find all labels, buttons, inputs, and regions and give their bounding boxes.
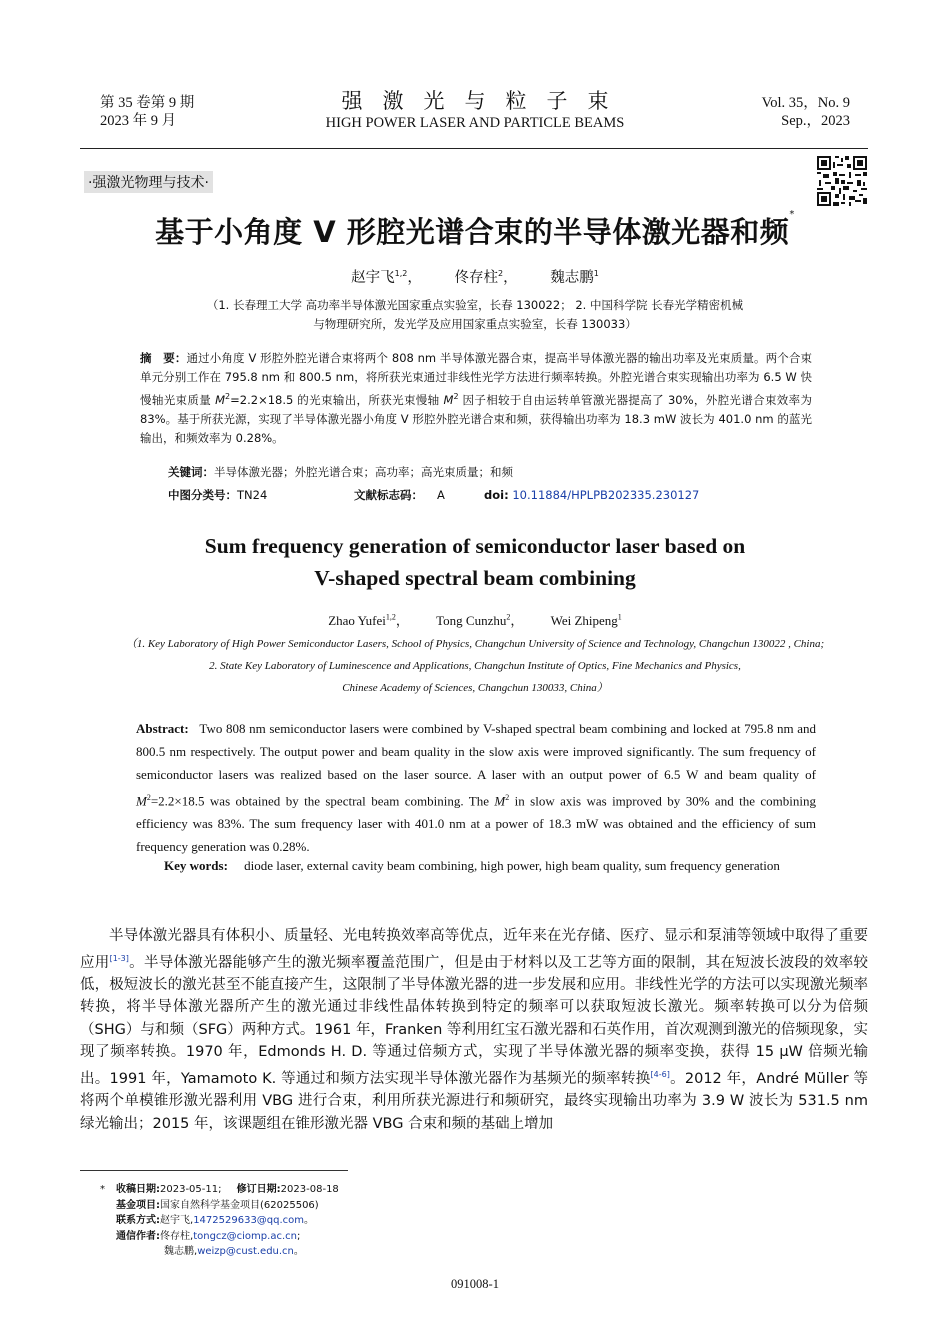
affiliations-cn [120, 296, 830, 334]
column-tag: ·强激光物理与技术· [84, 171, 213, 193]
journal-name-cn: 强激光与粒子束 [341, 89, 629, 113]
title-en-line: V-shaped spectral beam combining [314, 566, 636, 590]
abstract-en: Abstract: Two 808 nm semiconductor lasers were combined by V-shaped spectral beam combining and locked at 795.8 nm and 800.5 nm respectively. The output power and beam quality in the slow axis were improved significantly. The sum frequency of semiconductor lasers was realized based on the laser source. A laser with an output power of 6.5 W and beam quality of $M^2=2.2\times 18.5$ was obtained by the spectral beam combining. The $M^2$ in slow axis was improved by 30% and the combining efficiency was 83%. The sum frequency laser with 401.0 nm at a power of 18.3 mW was obtained and the efficiency of sum frequency generation was 0.28%. [136, 721, 816, 855]
doi-link[interactable]: 10.11884/HPLPB202335.230127 [512, 488, 700, 502]
keywords-cn: 关键词：半导体激光器；外腔光谱合束；高功率；高光束质量；和频 [168, 465, 513, 479]
header-volume-en [762, 94, 850, 130]
affiliation-cn-line: （1. 长春理工大学 高功率半导体激光国家重点实验室，长春 130022； 2. 中国科学院 长春光学精密机械 [206, 298, 744, 312]
affiliations-en [60, 633, 890, 699]
title-cn-text: 基于小角度 V 形腔光谱合束的半导体激光器和频 [155, 215, 790, 249]
affiliation-en-line: 2. State Key Laboratory of Luminescence and Applications, Changchun Institute of Optics, Fine Mechanics and Physics, [209, 660, 741, 672]
citation-ref[interactable]: [4-6] [650, 1069, 670, 1079]
page-number: 091008-1 [451, 1277, 499, 1291]
header-rule [80, 148, 868, 149]
volume-en: Vol. 35，No. 9 [761, 95, 850, 111]
keywords-en: Key words: diode laser, external cavity beam combining, high power, high beam quality, sum frequency generation [164, 858, 780, 873]
email-link[interactable]: 1472529633@qq.com [193, 1215, 305, 1226]
date-cn: 2023 年 9 月 [100, 113, 177, 129]
footnote-contact: 联系方式:赵宇飞,1472529633@qq.com。 [116, 1215, 315, 1226]
abstract-en-label: Abstract: [136, 721, 189, 736]
volume-cn: 第 35 卷第 9 期 [100, 95, 195, 111]
journal-name-en: HIGH POWER LASER AND PARTICLE BEAMS [325, 115, 625, 131]
title-en [0, 530, 950, 594]
keywords-cn-label: 关键词： [168, 465, 214, 479]
affiliation-cn-line: 与物理研究所，发光学及应用国家重点实验室，长春 130033） [313, 317, 637, 331]
author-en: Wei Zhipeng$^1$ [550, 612, 622, 628]
title-footnote-mark: * [789, 209, 795, 221]
author-en: Tong Cunzhu$^2$， [436, 612, 524, 628]
affiliation-en-line: Chinese Academy of Sciences, Changchun 130033, China） [342, 682, 608, 694]
clc: 中图分类号：TN24 [168, 488, 268, 502]
authors-en [0, 610, 950, 629]
author-cn: 佟存柱$^2$， [454, 269, 518, 286]
footnote-corresponding: 通信作者:佟存柱,tongcz@ciomp.ac.cn; [116, 1230, 301, 1242]
footnotes [100, 1182, 339, 1260]
footnote-rule [80, 1170, 348, 1171]
author-cn: 魏志鹏$^1$ [550, 269, 599, 286]
email-link[interactable]: tongcz@ciomp.ac.cn [193, 1230, 297, 1242]
abstract-cn: 摘 要：通过小角度 V 形腔外腔光谱合束将两个 808 nm 半导体激光器合束，提高半导体激光器的输出功率及光束质量。两个合束单元分别工作在 795.8 nm 和 800.5 nm，将所获光束通过非线性光学方法进行频率转换。外腔光谱合束实现输出功率为 6.5 W 快慢轴光束质量 $M^2=2.2\times 18.5$ 的光束输出，所获光束慢轴 $M^2$ 因子相较于自由运转单管激光器提高了 30%，外腔光谱合束效率为 83%。基于所获光源，实现了半导体激光器小角度 V 形腔外腔光谱合束和频，获得输出功率为 18.3 mW 波长为 401.0 nm 的蓝光输出，和频效率为 0.28%。 [140, 351, 813, 445]
footnote-fund: 基金项目:国家自然科学基金项目(62025506) [116, 1199, 319, 1211]
footnote-corresponding-2: 魏志鹏,weizp@cust.edu.cn。 [164, 1246, 304, 1257]
body-paragraph: 半导体激光器具有体积小、质量轻、光电转换效率高等优点，近年来在光存储、医疗、显示和泵浦等领域中取得了重要应用[1-3]。半导体激光器能够产生的激光频率覆盖范围广，但是由于材料以及工艺等方面的限制，其在短波长波段的效率较低，极短波长的激光甚至不能直接产生，这限制了半导体激光器的进一步发展和应用。非线性光学的方法可以实现激光频率转换，将半导体激光器所产生的激光通过非线性晶体转换到特定的频率可以获取短波长激光。频率转换可以分为倍频（SHG）与和频（SFG）两种方式。1961 年，Franken 等利用红宝石激光器和石英作用，首次观测到激光的倍频现象，实现了频率转换。1970 年，Edmonds H. D. 等通过倍频方式，实现了半导体激光器的频率变换，获得 15 μW 倍频光输出。1991 年，Yamamoto K. 等通过和频方法实现半导体激光器作为基频光的频率转换[4-6]。2012 年，André Müller 等将两个单模锥形激光器利用 VBG 进行合束，利用所获光源进行和频研究，最终实现输出功率为 3.9 W 波长为 531.5 nm 绿光输出；2015 年，该课题组在锥形激光器 VBG 合束和频的基础上增加 [80, 928, 869, 1132]
title-en-line: Sum frequency generation of semiconductor laser based on [204, 534, 746, 558]
journal-name [300, 88, 650, 132]
title-cn [0, 210, 950, 251]
date-en: Sep.，2023 [781, 113, 850, 129]
affiliation-en-line: （1. Key Laboratory of High Power Semiconductor Lasers, School of Physics, Changchun University of Science and Technology, Changchun 130022 , China; [125, 638, 825, 650]
header-volume-cn [100, 94, 194, 130]
doi: doi: 10.11884/HPLPB202335.230127 [484, 488, 700, 502]
qr-code-icon[interactable] [817, 156, 867, 206]
email-link[interactable]: weizp@cust.edu.cn [197, 1246, 294, 1257]
abstract-cn-label: 摘 要： [140, 351, 187, 365]
citation-ref[interactable]: [1-3] [109, 953, 129, 963]
footnote-dates: * 收稿日期:2023-05-11; 修订日期:2023-08-18 [100, 1184, 339, 1195]
keywords-en-label: Key words: [164, 858, 228, 873]
author-cn: 赵宇飞$^{1,2}$， [351, 269, 422, 286]
authors-cn [0, 266, 950, 287]
author-en: Zhao Yufei$^{1,2}$， [328, 612, 409, 628]
doc-code: 文献标志码： A [354, 488, 445, 502]
